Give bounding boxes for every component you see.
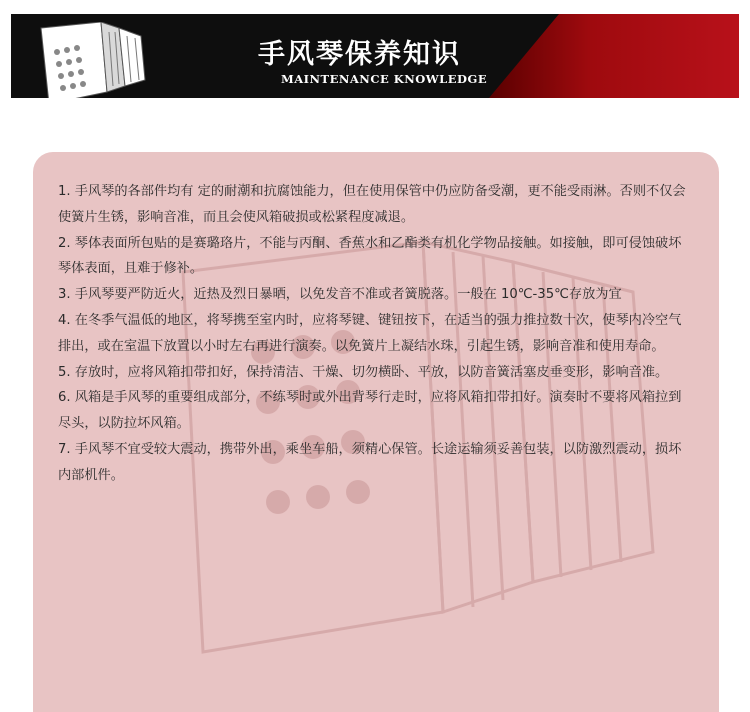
page-subtitle: MAINTENANCE KNOWLEDGE	[281, 72, 488, 86]
list-item: 3. 手风琴要严防近火，近热及烈日暴晒，以免发音不准或者簧脱落。一般在 10℃-35℃存放为宜	[58, 287, 622, 303]
list-item: 6. 风箱是手风琴的重要组成部分，不练琴时或外出背琴行走时，应将风箱扣带扣好。演奏时不要将风箱拉到尽头，以防拉坏风箱。	[58, 390, 682, 432]
list-item: 7. 手风琴不宜受较大震动，携带外出，乘坐车船，须精心保管。长途运输须妥善包装，以防激烈震动，损坏内部机件。	[58, 441, 682, 483]
page-title: 手风琴保养知识	[258, 39, 461, 70]
list-item: 1. 手风琴的各部件均有 定的耐潮和抗腐蚀能力，但在使用保管中仍应防备受潮，更不能受雨淋。否则不仅会使簧片生锈，影响音准，而且会使风箱破损或松紧程度减退。	[58, 184, 686, 225]
banner-red-accent	[489, 14, 739, 98]
list-item: 4. 在冬季气温低的地区，将琴携至室内时，应将琴键、键钮按下，在适当的强力推拉数十次，使琴内冷空气排出，或在室温下放置以小时左右再进行演奏。以免簧片上凝结水珠，引起生锈，影响音准和使用寿命。	[58, 312, 682, 354]
header-banner	[11, 14, 739, 98]
list-item: 5. 存放时，应将风箱扣带扣好，保持清洁、干燥、切勿横卧、平放，以防音簧活塞皮垂变形，影响音准。	[58, 364, 669, 380]
maintenance-list	[58, 179, 693, 489]
accordion-icon	[23, 22, 148, 98]
list-item: 2. 琴体表面所包贴的是赛璐珞片，不能与丙酮、香蕉水和乙酯类有机化学物品接触。如接触，即可侵蚀破坏琴体表面，且难于修补。	[58, 235, 682, 277]
